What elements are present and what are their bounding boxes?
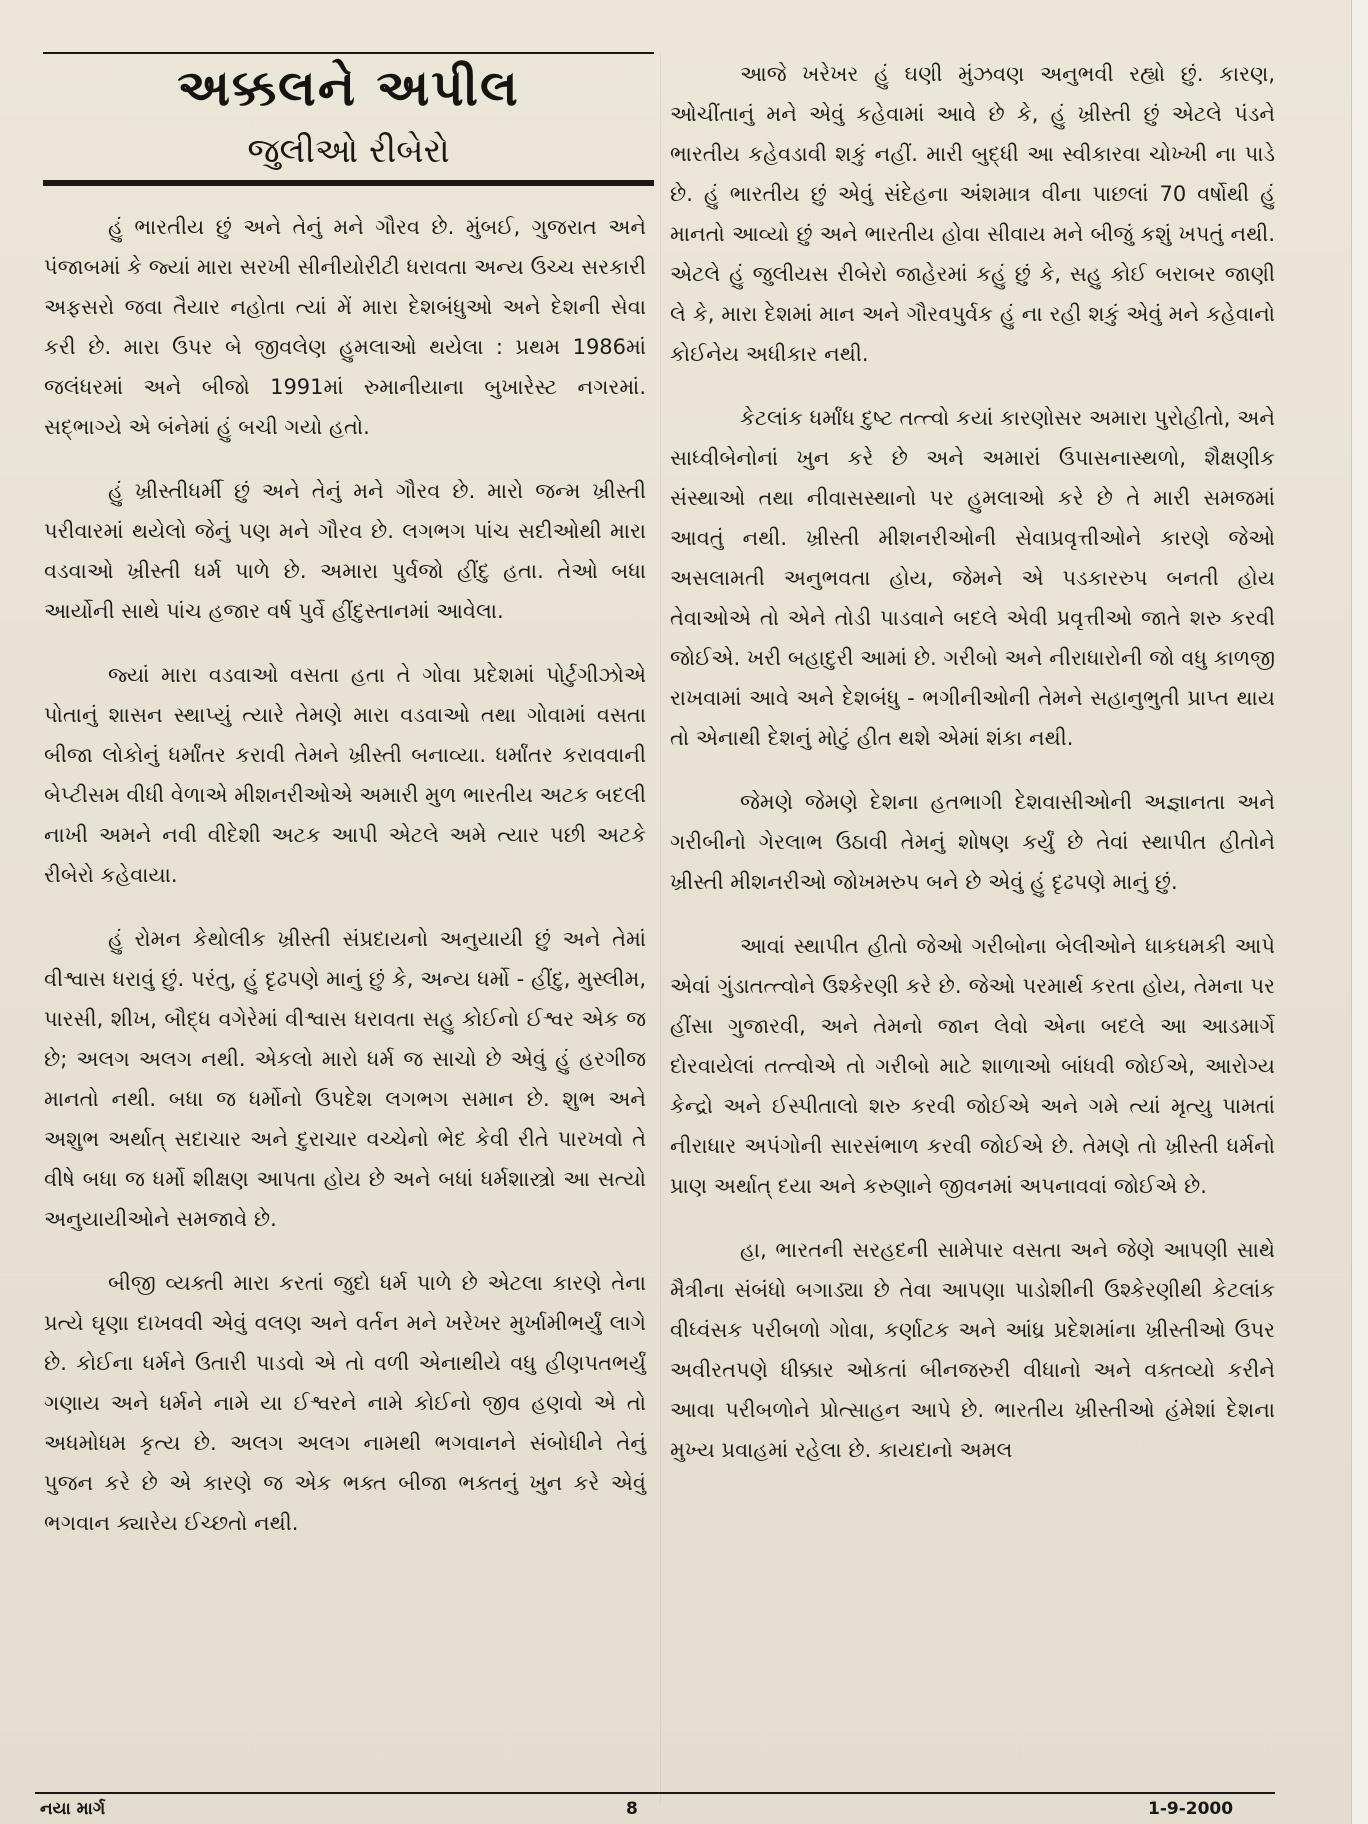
header-bottom-rule — [43, 180, 654, 186]
column-gutter — [660, 52, 661, 1804]
right-column — [670, 54, 1275, 1494]
article-paragraph: બીજી વ્યક્તી મારા કરતાં જુદો ધર્મ પાળે છે એટલા કારણે તેના પ્રત્યે ઘૃણા દાખવવી એવું વલણ અને વર્તન મને ખરેખર મુર્ખામીભર્યું લાગે છે. કોઈના ધર્મને ઉતારી પાડવો એ તો વળી એનાથીયે વધુ હીણપતભર્યું ગણાય અને ધર્મને નામે યા ઈશ્વરને નામે કોઈનો જીવ હણવો એ તો અધમોધમ કૃત્ય છે. અલગ અલગ નામથી ભગવાનને સંબોધીને તેનું પુજન કરે છે એ કારણે જ એક ભક્ત બીજા ભક્તનું ખુન કરે એવું ભગવાન ક્યારેય ઈચ્છતો નથી. — [44, 1271, 646, 1535]
article-title: અક્કલને અપીલ — [177, 59, 520, 117]
issue-date: 1-9-2000 — [1148, 1799, 1234, 1819]
article-paragraph: હું ભારતીય છું અને તેનું મને ગૌરવ છે. મુંબઈ, ગુજરાત અને પંજાબમાં કે જ્યાં મારા સરખી સીનીયોરીટી ધરાવતા અન્ય ઉચ્ચ સરકારી અફસરો જવા તૈયાર નહોતા ત્યાં મેં મારા દેશબંધુઓ અને દેશની સેવા કરી છે. મારા ઉપર બે જીવલેણ હુમલાઓ થયેલા : પ્રથમ 1986માં જલંધરમાં અને બીજો 1991માં રુમાનીયાના બુખારેસ્ટ નગરમાં. સદ્ભાગ્યે એ બંનેમાં હું બચી ગયો હતો. — [44, 215, 646, 439]
torn-page-edge — [1351, 0, 1368, 1824]
article-paragraph: આવાં સ્થાપીત હીતો જેઓ ગરીબોના બેલીઓને ધાકધમકી આપે એવાં ગુંડાતત્ત્વોને ઉશ્કેરણી કરે છે. જેઓ પરમાર્થ કરતા હોય, તેમના પર હીંસા ગુજારવી, અને તેમનો જાન લેવો એના બદલે આ આડમાર્ગે દોરવાયેલાં તત્ત્વોએ તો ગરીબો માટે શાળાઓ બાંધવી જોઈએ, આરોગ્ય કેન્દ્રો અને ઈસ્પીતાલો શરુ કરવી જોઈએ અને ગમે ત્યાં મૃત્યુ પામતાં નીરાધાર અપંગોની સારસંભાળ કરવી જોઈએ છે. તેમણે તો ખ્રીસ્તી ધર્મનો પ્રાણ અર્થાત્ દયા અને કરુણાને જીવનમાં અપનાવવાં જોઈએ છે. — [670, 934, 1275, 1198]
article-paragraph: હું રોમન કેથોલીક ખ્રીસ્તી સંપ્રદાયનો અનુયાયી છું અને તેમાં વીશ્વાસ ધરાવું છું. પરંતુ, હું દૃઢપણે માનું છું કે, અન્ય ધર્મો - હીંદુ, મુસ્લીમ, પારસી, શીખ, બૌદ્ધ વગેરેમાં વીશ્વાસ ધરાવતા સહુ કોઈનો ઈશ્વર એક જ છે; અલગ અલગ નથી. એકલો મારો ધર્મ જ સાચો છે એવું હું હરગીજ માનતો નથી. બધા જ ધર્મોનો ઉપદેશ લગભગ સમાન છે. શુભ અને અશુભ અર્થાત્ સદાચાર અને દુરાચાર વચ્ચેનો ભેદ કેવી રીતે પારખવો તે વીષે બધા જ ધર્મો શીક્ષણ આપતા હોય છે અને બધાં ધર્મશાસ્ત્રો આ સત્યો અનુયાયીઓને સમજાવે છે. — [44, 927, 646, 1231]
page-number: 8 — [626, 1799, 638, 1819]
left-column — [44, 207, 646, 1567]
publication-name: નયા માર્ગ — [40, 1799, 106, 1819]
article-author: જુલીઓ રીબેરો — [247, 131, 450, 171]
article-paragraph: કેટલાંક ધર્માંધ દુષ્ટ તત્ત્વો કયાં કારણોસર અમારા પુરોહીતો, અને સાધ્વીબેનોનાં ખુન કરે છે અને અમારાં ઉપાસનાસ્થળો, શૈક્ષણીક સંસ્થાઓ તથા નીવાસસ્થાનો પર હુમલાઓ કરે છે તે મારી સમજમાં આવતું નથી. ખ્રીસ્તી મીશનરીઓની સેવાપ્રવૃત્તીઓને કારણે જેઓ અસલામતી અનુભવતા હોય, જેમને એ પડકારરુપ બનતી હોય તેવાઓએ તો એને તોડી પાડવાને બદલે એવી પ્રવૃત્તીઓ જાતે શરુ કરવી જોઈએ. ખરી બહાદુરી આમાં છે. ગરીબો અને નીરાધારોની જો વધુ કાળજી રાખવામાં આવે અને દેશબંધુ - ભગીનીઓની તેમને સહાનુભુતી પ્રાપ્ત થાય તો એનાથી દેશનું મોટું હીત થશે એમાં શંકા નથી. — [670, 406, 1275, 750]
article-paragraph: આજે ખરેખર હું ઘણી મુંઝવણ અનુભવી રહ્યો છું. કારણ, ઓચીંતાનું મને એવું કહેવામાં આવે છે કે, હું ખ્રીસ્તી છું એટલે પંડને ભારતીય કહેવડાવી શકું નહીં. મારી બુદ્ધી આ સ્વીકારવા ચોખ્ખી ના પાડે છે. હું ભારતીય છું એવું સંદેહના અંશમાત્ર વીના પાછલાં 70 વર્ષોથી હું માનતો આવ્યો છું અને ભારતીય હોવા સીવાય મને બીજું કશું ખપતું નથી. એટલે હું જુલીયસ રીબેરો જાહેરમાં કહું છું કે, સહુ કોઈ બરાબર જાણી લે કે, મારા દેશમાં માન અને ગૌરવપુર્વક હું ના રહી શકું એવું મને કહેવાનો કોઈનેય અધીકાર નથી. — [670, 62, 1275, 366]
article-paragraph: જેમણે જેમણે દેશના હતભાગી દેશવાસીઓની અજ્ઞાનતા અને ગરીબીનો ગેરલાભ ઉઠાવી તેમનું શોષણ કર્યું છે તેવાં સ્થાપીત હીતોને ખ્રીસ્તી મીશનરીઓ જોખમરુપ બને છે એવું હું દૃઢપણે માનું છું. — [670, 790, 1275, 894]
header-top-rule — [43, 52, 654, 54]
footer-rule — [35, 1792, 1275, 1794]
article-paragraph: હું ખ્રીસ્તીધર્મી છું અને તેનું મને ગૌરવ છે. મારો જન્મ ખ્રીસ્તી પરીવારમાં થયેલો જેનું પણ મને ગૌરવ છે. લગભગ પાંચ સદીઓથી મારા વડવાઓ ખ્રીસ્તી ધર્મ પાળે છે. અમારા પુર્વજો હીંદુ હતા. તેઓ બધા આર્યોની સાથે પાંચ હજાર વર્ષ પુર્વે હીંદુસ્તાનમાં આવેલા. — [44, 479, 646, 623]
article-paragraph: જ્યાં મારા વડવાઓ વસતા હતા તે ગોવા પ્રદેશમાં પોર્ટુગીઝોએ પોતાનું શાસન સ્થાપ્યું ત્યારે તેમણે મારા વડવાઓ તથા ગોવામાં વસતા બીજા લોકોનું ધર્માંતર કરાવી તેમને ખ્રીસ્તી બનાવ્યા. ધર્માંતર કરાવવાની બેપ્ટીસમ વીધી વેળાએ મીશનરીઓએ અમારી મુળ ભારતીય અટક બદલી નાખી અમને નવી વીદેશી અટક આપી એટલે અમે ત્યાર પછી અટકે રીબેરો કહેવાયા. — [44, 663, 646, 887]
article-paragraph: હા, ભારતની સરહદની સામેપાર વસતા અને જેણે આપણી સાથે મૈત્રીના સંબંધો બગાડ્યા છે તેવા આપણા પાડોશીની ઉશ્કેરણીથી કેટલાંક વીધ્વંસક પરીબળો ગોવા, કર્ણાટક અને આંધ્ર પ્રદેશમાંના ખ્રીસ્તીઓ ઉપર અવીરતપણે ધીક્કાર ઓકતાં બીનજરુરી વીધાનો અને વક્તવ્યો કરીને આવા પરીબળોને પ્રોત્સાહન આપે છે. ભારતીય ખ્રીસ્તીઓ હંમેશાં દેશના મુખ્ય પ્રવાહમાં રહેલા છે. કાયદાનો અમલ — [670, 1238, 1275, 1462]
